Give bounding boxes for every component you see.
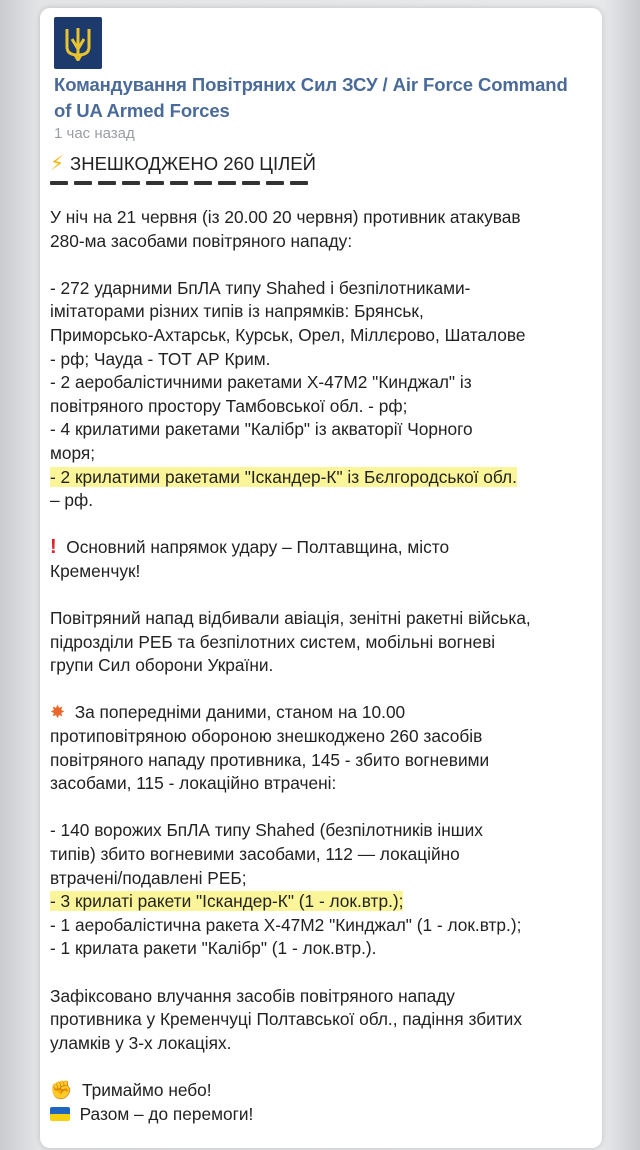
paragraph-details: - 140 ворожих БпЛА типу Shahed (безпілотників інших типів) збито вогневими засобами, 112 — локаційно втрачені/подавлені РЕБ; - 3 крилаті ракети "Іскандер-К" (1 - лок.втр.); - 1 аеробалістична ракета Х-47М2 "Кинджал" (1 - лок.втр.); - 1 крилата ракети "Калібр" (1 - лок.втр.). [50,820,522,959]
trident-icon [63,25,93,61]
paragraph-attack-means: - 272 ударними БпЛА типу Shahed і безпілотниками- імітаторами різних типів із напрямків: Брянськ, Приморсько-Ахтарськ, Курськ, Орел, Міллєрово, Шаталове - рф; Чауда - ТОТ АР Крим. - 2 аеробалістичними ракетами Х-47М2 "Кинджал" із повітряного простору Тамбовської обл. - рф; - 4 крилатими ракетами "Калібр" із акваторії Чорного моря; - 2 крилатими ракетами "Іскандер-К" із Бєлгородської обл. – рф. [50,277,526,511]
dash-divider [50,181,312,193]
lightning-icon: ⚡ [50,153,65,175]
paragraph-impacts: Зафіксовано влучання засобів повітряного нападу противника у Кременчуці Полтавської обл., падіння збитих уламків у 3-х локаціях. [50,985,522,1053]
channel-avatar[interactable] [54,17,102,69]
exclamation-icon: ! [50,536,57,559]
paragraph-attack-summary: У ніч на 21 червня (із 20.00 20 червня) противник атакував 280-ма засобами повітряного нападу: [50,207,521,251]
post-body [50,206,598,1150]
channel-name-line1: Командування Повітряних Сил ЗСУ / Air Force Command [54,74,568,95]
paragraph-results: ✸ За попередніми даними, станом на 10.00 протиповітряною обороною знешкоджено 260 засобів повітряного нападу противника, 145 - збито вогневими засобами, 115 - локаційно втрачені: [50,702,490,794]
paragraph-main-direction: ! Основний напрямок удару – Полтавщина, місто Кременчук! [50,536,450,581]
paragraph-closing: ✊ Тримаймо небо! Разом – до перемоги! [50,1079,254,1124]
post-timestamp: 1 час назад [54,125,135,142]
highlighted-line: - 2 крилатими ракетами "Іскандер-К" із Бєлгородської обл. [50,466,517,487]
post-card [40,8,602,1148]
headline-text: ЗНЕШКОДЖЕНО 260 ЦІЛЕЙ [70,152,316,174]
fist-icon: ✊ [50,1079,73,1100]
channel-name-line2: of UA Armed Forces [54,100,230,121]
highlighted-line: - 3 крилаті ракети "Іскандер-К" (1 - лок.втр.); [50,891,404,912]
channel-name[interactable] [54,72,602,124]
paragraph-defense: Повітряний напад відбивали авіація, зенітні ракетні війська, підрозділи РЕБ та безпілотних систем, мобільні вогневі групи Сил оборони України. [50,608,531,676]
post-headline [50,151,316,176]
ukraine-flag-icon [50,1107,70,1121]
explosion-icon: ✸ [50,702,66,723]
